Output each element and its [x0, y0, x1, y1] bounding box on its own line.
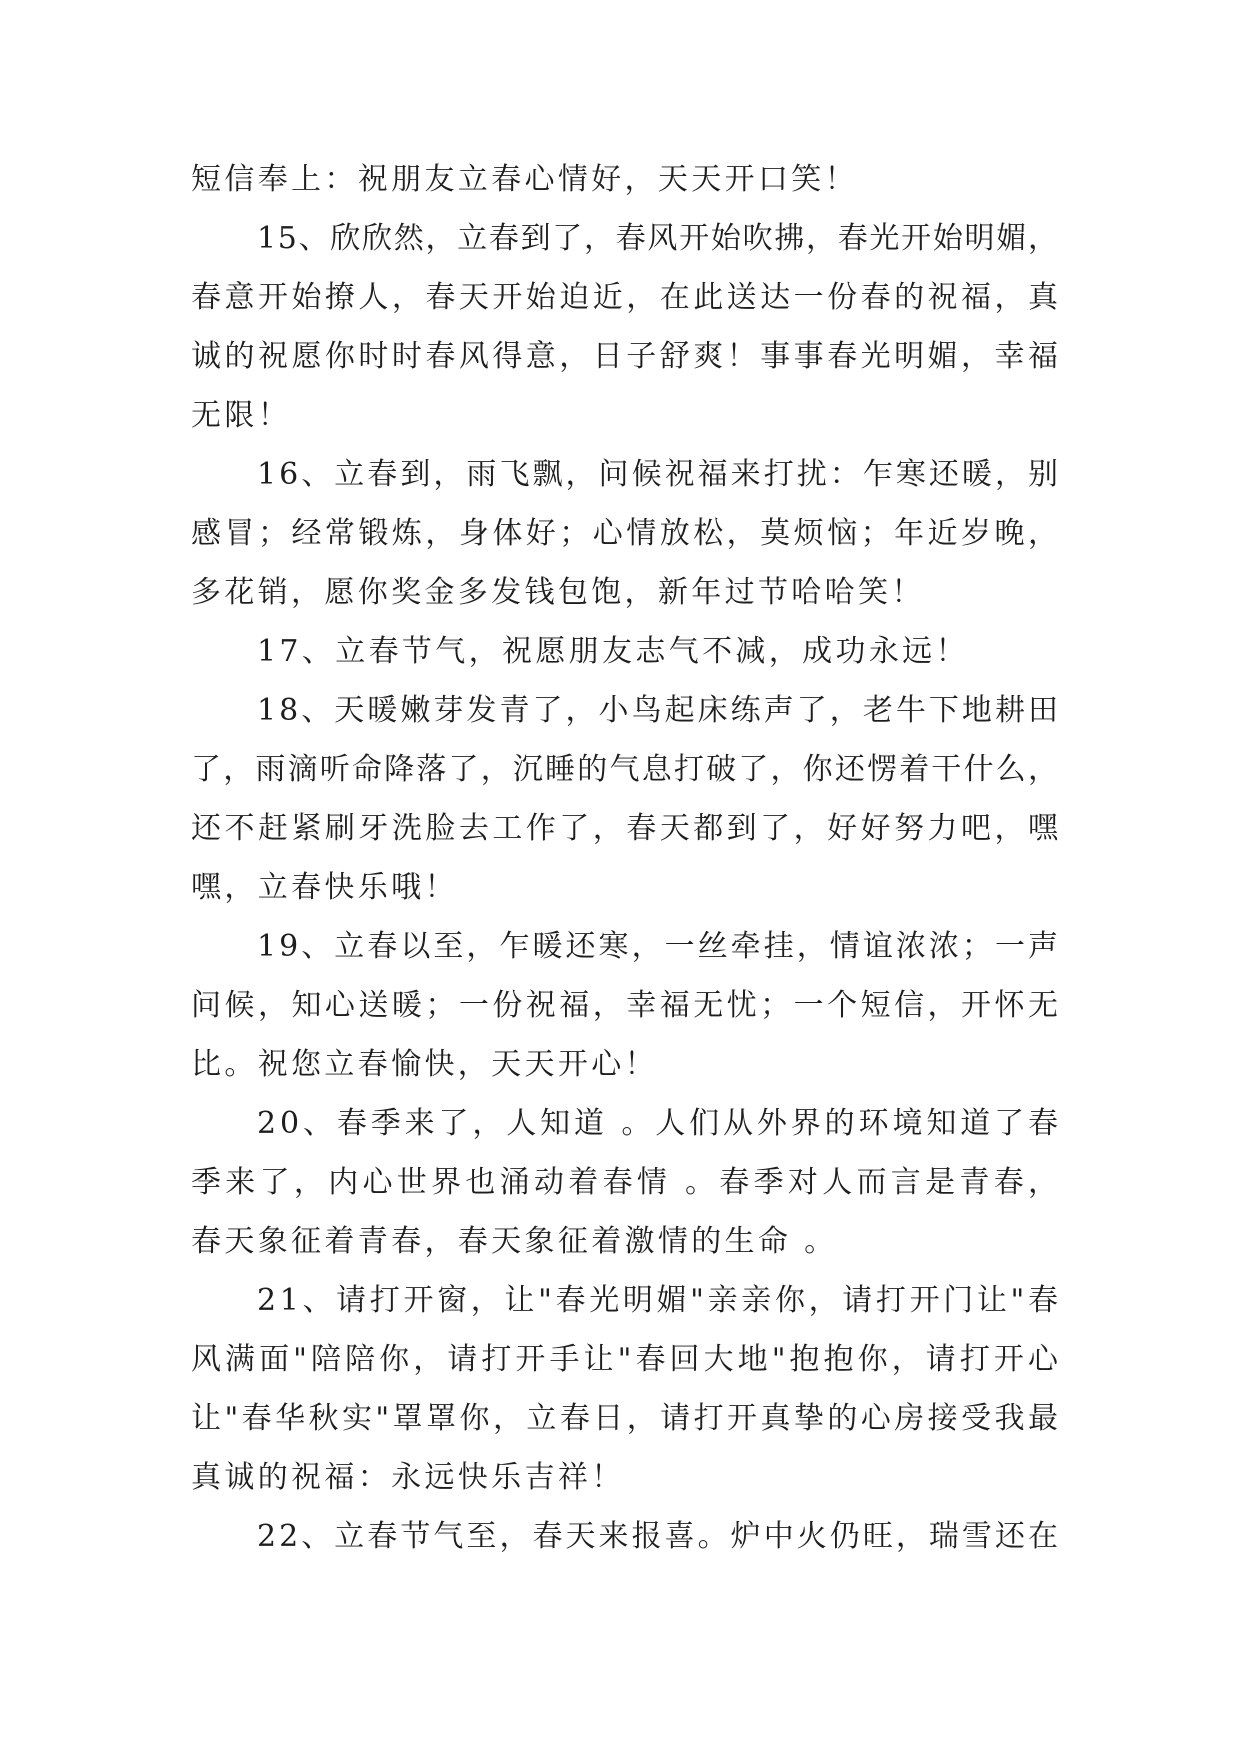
line-text: 还不赶紧刷牙洗脸去工作了，春天都到了，好好努力吧，嘿 [191, 811, 1062, 846]
line-text: 季来了，内心世界也涌动着春情 。春季对人而言是青春， [191, 1165, 1063, 1200]
paragraph-line [191, 1507, 1062, 1566]
paragraph-line [191, 209, 1058, 268]
paragraph-line [191, 740, 1061, 799]
line-text: 感冒；经常锻炼，身体好；心情放松，莫烦恼；年近岁晚， [191, 516, 1062, 551]
paragraph-line [191, 1448, 1058, 1507]
paragraph [191, 622, 1058, 681]
line-text: 诚的祝愿你时时春风得意，日子舒爽！事事春光明媚，幸福 [191, 339, 1062, 374]
line-text: 比。祝您立春愉快，天天开心！ [191, 1047, 658, 1082]
line-text: 20、春季来了，人知道 。人们从外界的环境知道了春 [257, 1106, 1062, 1141]
paragraph-line [191, 268, 1062, 327]
paragraph [191, 150, 1058, 209]
paragraph-line [191, 917, 1062, 976]
paragraph-line [191, 799, 1062, 858]
paragraph-line [191, 1212, 1058, 1271]
line-text: 18、天暖嫩芽发青了，小鸟起床练声了，老牛下地耕田 [257, 693, 1062, 728]
line-text: 无限！ [191, 398, 292, 433]
paragraph [191, 1507, 1062, 1566]
paragraph-line [191, 622, 1058, 681]
line-text: 了，雨滴听命降落了，沉睡的气息打破了，你还愣着干什么， [191, 752, 1061, 787]
paragraph-line [191, 858, 1058, 917]
paragraph-line [191, 1389, 1062, 1448]
paragraph [191, 917, 1062, 1094]
paragraph-line [191, 1035, 1058, 1094]
line-text: 问候，知心送暖；一份祝福，幸福无忧；一个短信，开怀无 [191, 988, 1062, 1023]
paragraph [191, 1271, 1063, 1507]
paragraph [191, 681, 1062, 917]
paragraph-line [191, 1094, 1062, 1153]
paragraph-line [191, 386, 1058, 445]
paragraph-line [191, 1153, 1063, 1212]
paragraph-line [191, 327, 1062, 386]
line-text: 16、立春到，雨飞飘，问候祝福来打扰：乍寒还暖，别 [257, 457, 1062, 492]
line-text: 15、欣欣然，立春到了，春风开始吹拂，春光开始明媚， [257, 221, 1060, 256]
paragraph [191, 209, 1062, 445]
line-text: 春天象征着青春，春天象征着激情的生命 。 [191, 1224, 838, 1259]
paragraph [191, 445, 1062, 622]
paragraph-line [191, 1330, 1063, 1389]
line-text: 春意开始撩人，春天开始迫近，在此送达一份春的祝福，真 [191, 280, 1062, 315]
line-text: 短信奉上：祝朋友立春心情好，天天开口笑！ [191, 162, 858, 197]
paragraph-line [191, 563, 1058, 622]
paragraph-line [191, 681, 1062, 740]
document-body [191, 150, 1063, 1566]
line-text: 多花销，愿你奖金多发钱包饱，新年过节哈哈笑！ [191, 575, 925, 610]
paragraph-line [191, 1271, 1062, 1330]
line-text: 真诚的祝福：永远快乐吉祥！ [191, 1460, 625, 1495]
paragraph-line [191, 445, 1062, 504]
paragraph-line [191, 976, 1062, 1035]
line-text: 21、请打开窗，让"春光明媚"亲亲你，请打开门让"春 [257, 1283, 1062, 1318]
line-text: 嘿，立春快乐哦！ [191, 870, 458, 905]
line-text: 风满面"陪陪你，请打开手让"春回大地"抱抱你，请打开心 [191, 1342, 1063, 1377]
paragraph [191, 1094, 1063, 1271]
line-text: 22、立春节气至，春天来报喜。炉中火仍旺，瑞雪还在 [257, 1519, 1062, 1554]
line-text: 让"春华秋实"罩罩你，立春日，请打开真挚的心房接受我最 [191, 1401, 1062, 1436]
paragraph-line [191, 504, 1062, 563]
line-text: 17、立春节气，祝愿朋友志气不减，成功永远！ [257, 634, 969, 669]
line-text: 19、立春以至，乍暖还寒，一丝牵挂，情谊浓浓；一声 [257, 929, 1062, 964]
paragraph-line [191, 150, 1058, 209]
